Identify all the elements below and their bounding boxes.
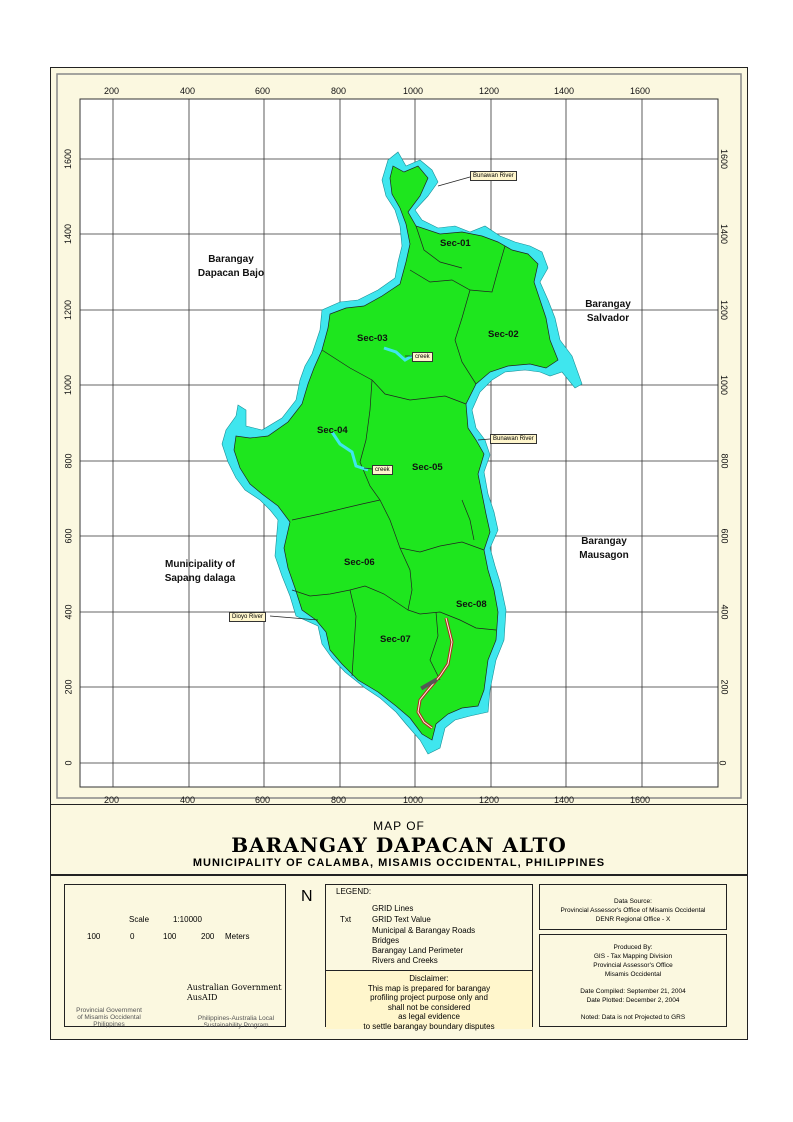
grid-y-label-right: 1400 xyxy=(719,223,730,245)
grid-x-label-bottom: 600 xyxy=(255,795,271,805)
grid-y-label-left: 600 xyxy=(63,528,74,544)
grid-x-label-bottom: 1200 xyxy=(479,795,500,805)
subtitle: MUNICIPALITY OF CALAMBA, MISAMIS OCCIDENTAL, PHILIPPINES xyxy=(192,857,606,869)
scale-tick: 100 xyxy=(163,932,177,941)
data-source-box: Data Source: Provincial Assessor's Office of Misamis Occidental DENR Regional Office - X xyxy=(539,884,727,930)
legend-item-roads: Municipal & Barangay Roads xyxy=(372,926,476,935)
produced-by-box: Produced By: GIS - Tax Mapping Division Provincial Assessor's Office Misamis Occidental Date Compiled: September 21, 2004 Date Plotted: December 2, 2004 Noted: Data is not Projected to GRS xyxy=(539,934,727,1027)
disclaimer-box: Disclaimer: This map is prepared for barangay profiling project purpose only and shall not be considered as legal evidence to settle barangay boundary disputes xyxy=(326,970,532,1029)
scale-label: Scale xyxy=(129,915,150,924)
ausaid-caption: Philippines-Australia Local Sustainability Program xyxy=(197,1015,275,1029)
grid-y-label-left: 1400 xyxy=(63,223,74,245)
grid-x-label-top: 1000 xyxy=(403,86,424,96)
legend-item-land: Barangay Land Perimeter xyxy=(372,946,464,955)
grid-y-label-right: 1600 xyxy=(719,148,730,170)
info-panel xyxy=(50,875,748,1040)
grid-x-label-top: 400 xyxy=(180,86,196,96)
grid-x-label-bottom: 1000 xyxy=(403,795,424,805)
grid-y-label-left: 1600 xyxy=(63,148,74,170)
callout-creek: creek xyxy=(412,352,433,362)
scale-tick: 0 xyxy=(130,932,135,941)
legend-item-grid-text: GRID Text Value xyxy=(372,915,431,924)
place-label-salvador: Barangay Salvador xyxy=(585,299,631,324)
grid-y-label-left: 1000 xyxy=(63,374,74,396)
grid-y-label-right: 1200 xyxy=(719,299,730,321)
legend-item-grid-lines: GRID Lines xyxy=(372,904,414,913)
grid-y-label-right: 400 xyxy=(719,604,730,620)
callout-bunawan-river: Bunawan River xyxy=(490,434,537,444)
legend-box xyxy=(325,884,533,1031)
projection-note: Noted: Data is not Projected to GRS xyxy=(580,1014,686,1021)
callout-creek: creek xyxy=(372,465,393,475)
title-map-of: MAP OF xyxy=(373,819,425,833)
date-compiled: Date Compiled: September 21, 2004 xyxy=(580,988,686,995)
grid-x-label-top: 800 xyxy=(331,86,347,96)
scale-ratio: 1:10000 xyxy=(173,915,202,924)
section-label: Sec-08 xyxy=(456,599,487,610)
grid-y-label-left: 200 xyxy=(63,679,74,695)
north-label: N xyxy=(301,888,313,905)
disclaimer-title: Disclaimer: xyxy=(409,974,449,983)
section-label: Sec-04 xyxy=(317,425,348,436)
grid-x-label-bottom: 1600 xyxy=(630,795,651,805)
province-caption: Provincial Government of Misamis Occidental Philippines xyxy=(76,1007,142,1028)
title-block xyxy=(50,805,748,875)
grid-y-label-left: 1200 xyxy=(63,299,74,321)
grid-x-label-bottom: 400 xyxy=(180,795,196,805)
section-label: Sec-07 xyxy=(380,634,411,645)
callout-bunawan-river: Bunawan River xyxy=(470,171,517,181)
grid-x-label-top: 1600 xyxy=(630,86,651,96)
grid-y-label-right: 1000 xyxy=(719,374,730,396)
grid-x-label-bottom: 200 xyxy=(104,795,120,805)
legend-title: LEGEND: xyxy=(336,887,372,896)
scale-unit: Meters xyxy=(225,932,250,941)
grid-x-label-bottom: 800 xyxy=(331,795,347,805)
place-label-dapacan-bajo: Barangay Dapacan Bajo xyxy=(197,254,265,279)
date-plotted: Date Plotted: December 2, 2004 xyxy=(586,997,680,1004)
section-label: Sec-01 xyxy=(440,238,471,249)
grid-x-label-top: 200 xyxy=(104,86,120,96)
grid-y-label-left: 800 xyxy=(63,453,74,469)
section-label: Sec-02 xyxy=(488,329,519,340)
legend-item-rivers: Rivers and Creeks xyxy=(372,956,438,965)
grid-y-label-right: 600 xyxy=(719,528,730,544)
place-label-mausagon: Barangay Mausagon xyxy=(579,536,629,561)
place-label-sapang-dalaga: Municipality of Sapang dalaga xyxy=(164,559,236,584)
section-label: Sec-06 xyxy=(344,557,375,568)
callout-dioyo-river: Dioyo River xyxy=(229,612,266,622)
ausaid-logo-text: Australian Government AusAID xyxy=(187,983,282,1002)
grid-x-label-top: 1400 xyxy=(554,86,575,96)
grid-y-label-right: 200 xyxy=(719,679,730,695)
legend-txt-symbol: Txt xyxy=(340,915,352,924)
grid-x-label-top: 1200 xyxy=(479,86,500,96)
grid-y-label-left: 400 xyxy=(63,604,74,620)
grid-y-label-left: 0 xyxy=(63,760,74,766)
grid-y-label-right: 800 xyxy=(719,453,730,469)
grid-x-label-bottom: 1400 xyxy=(554,795,575,805)
section-label: Sec-03 xyxy=(357,333,388,344)
scale-box xyxy=(64,884,286,1027)
grid-x-label-top: 600 xyxy=(255,86,271,96)
legend-item-bridges: Bridges xyxy=(372,936,400,945)
section-label: Sec-05 xyxy=(412,462,443,473)
page-title: BARANGAY DAPACAN ALTO xyxy=(231,833,567,857)
scale-tick: 200 xyxy=(201,932,215,941)
scale-tick: 100 xyxy=(87,932,101,941)
grid-y-label-right: 0 xyxy=(717,760,728,766)
